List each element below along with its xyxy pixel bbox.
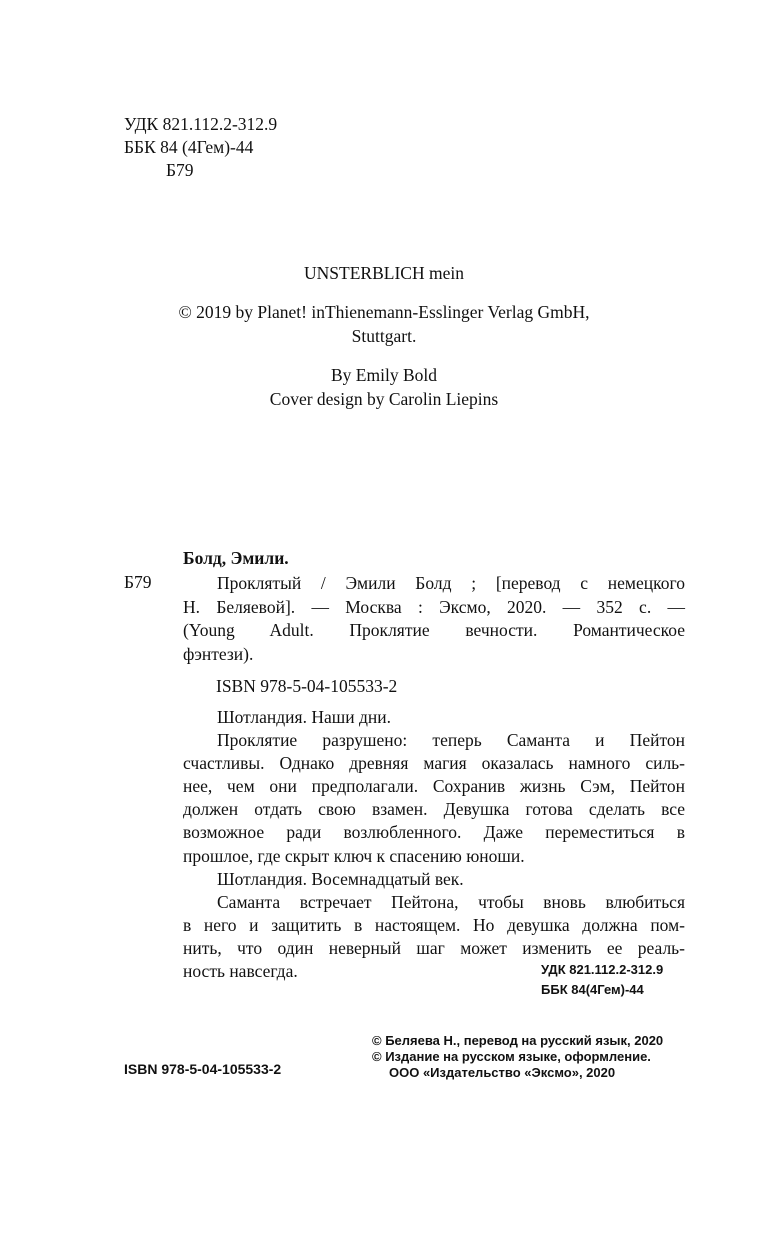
annotation-line: счастливы. Однако древняя магия оказалась намного силь- <box>183 753 685 774</box>
annotation-line: возможное ради возлюбленного. Даже переместиться в <box>183 822 685 843</box>
original-edition-block <box>0 262 768 412</box>
udk-code: УДК 821.112.2-312.9 <box>124 114 278 134</box>
isbn-main: ISBN 978-5-04-105533-2 <box>216 676 398 696</box>
copyright-edition-line1: © Издание на русском языке, оформление. <box>372 1049 651 1064</box>
author-heading: Болд, Эмили. <box>183 548 289 568</box>
description-line: (Young Adult. Проклятие вечности. Романтическое <box>183 620 685 640</box>
author-mark: Б79 <box>166 160 194 180</box>
original-copyright-line1: © 2019 by Planet! inThienemann-Esslinger Verlag GmbH, <box>178 302 590 322</box>
russian-copyrights <box>372 1033 663 1081</box>
catalog-code: Б79 <box>124 572 152 592</box>
copyright-translation: © Беляева Н., перевод на русский язык, 2020 <box>372 1033 664 1048</box>
original-title: UNSTERBLICH mein <box>304 263 464 283</box>
cover-design-line: Cover design by Carolin Liepins <box>269 389 499 409</box>
annotation-line: в него и защитить в настоящем. Но девушка должна пом- <box>183 914 685 935</box>
description-line: Проклятый / Эмили Болд ; [перевод с немецкого <box>217 573 685 593</box>
description-line: фэнтези). <box>183 643 254 664</box>
annotation-line: прошлое, где скрыт ключ к спасению юноши. <box>183 845 525 866</box>
copyright-edition-line2: ООО «Издательство «Эксмо», 2020 <box>389 1065 616 1080</box>
annotation-line: Шотландия. Наши дни. <box>217 707 391 727</box>
original-author-line: By Emily Bold <box>331 365 437 385</box>
annotation-line: должен отдать свою взамен. Девушка готова сделать все <box>183 799 685 820</box>
annotation-line: Саманта встречает Пейтона, чтобы вновь влюбиться <box>217 891 685 912</box>
description-line: Н. Беляевой]. — Москва : Эксмо, 2020. — 352 с. — <box>183 596 685 617</box>
bottom-bbk: ББК 84(4Гем)-44 <box>541 982 644 997</box>
top-classification-codes <box>124 113 277 182</box>
annotation-line: нее, чем они предполагали. Сохранив жизнь Сэм, Пейтон <box>183 776 685 797</box>
annotation-line: Проклятие разрушено: теперь Саманта и Пейтон <box>217 730 685 751</box>
annotation-line: ность навсегда. <box>183 961 298 982</box>
bibliographic-description <box>183 572 685 666</box>
bottom-udk: УДК 821.112.2-312.9 <box>541 962 664 977</box>
annotation-line: нить, что один неверный шаг может изменить ее реаль- <box>183 937 685 958</box>
bbk-code: ББК 84 (4Гем)-44 <box>124 137 254 157</box>
annotation <box>183 706 685 983</box>
isbn-bottom: ISBN 978-5-04-105533-2 <box>124 1061 282 1077</box>
original-copyright-line2: Stuttgart. <box>351 326 417 346</box>
bottom-classification-codes <box>541 960 663 1000</box>
annotation-line: Шотландия. Восемнадцатый век. <box>217 868 464 889</box>
